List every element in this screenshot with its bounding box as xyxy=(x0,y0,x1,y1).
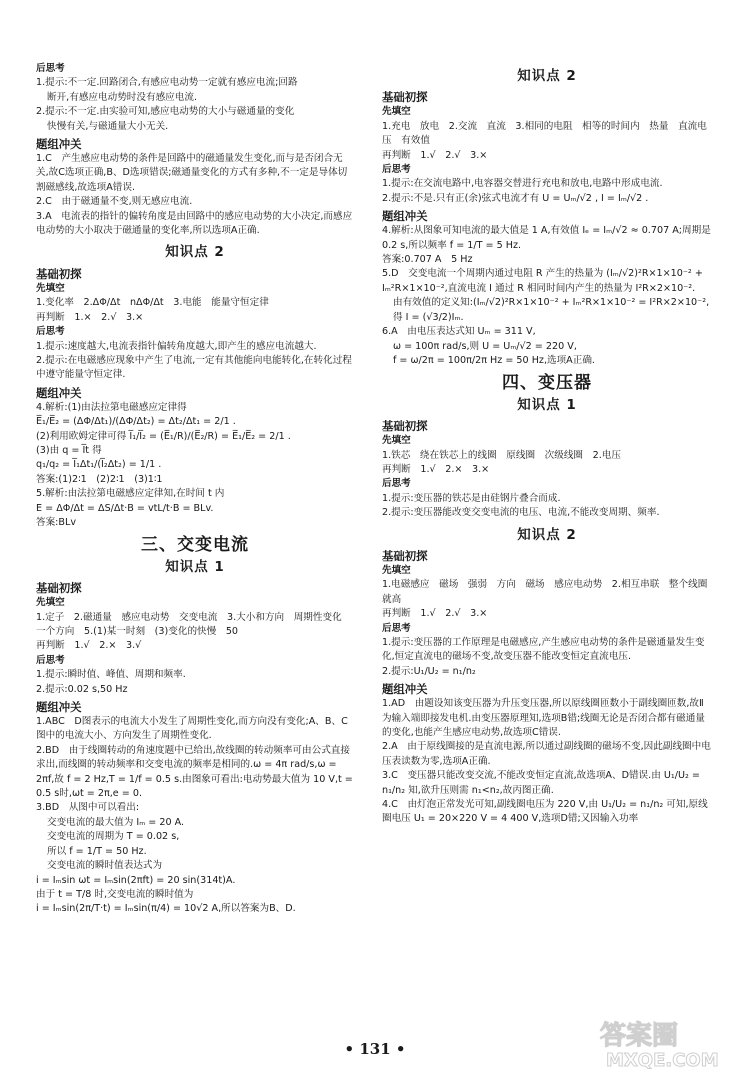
answer-line: 再判断 1.√ 2.√ 3.× xyxy=(382,149,488,161)
answer-line: 2.提示:不一定.由实验可知,感应电动势的大小与磁通量的变化 xyxy=(36,106,295,118)
section-heading: 题组冲关 xyxy=(36,385,82,400)
chapter-title: 四、变压器 xyxy=(502,373,592,394)
answer-line-indented: 断开,有感应电动势时没有感应电流. xyxy=(47,91,198,103)
answer-line: 1.提示:变压器的铁芯是由硅钢片叠合而成. xyxy=(382,492,561,504)
answer-line: 答案:0.707 A 5 Hz xyxy=(382,254,473,266)
section-heading: 题组冲关 xyxy=(36,700,82,715)
chapter-title: 三、交变电流 xyxy=(141,535,249,556)
section-heading: 题组冲关 xyxy=(36,137,82,152)
subsection-label: 后思考 xyxy=(382,164,411,176)
answer-line: 2.提示:变压器能改变交变电流的电压、电流,不能改变周期、频率. xyxy=(382,507,660,519)
answer-line: 1.铁芯 绕在铁芯上的线圈 原线圈 次级线圈 2.电压 xyxy=(382,449,621,461)
svg-text:MXQE.COM: MXQE.COM xyxy=(606,1050,719,1071)
subsection-label: 先填空 xyxy=(382,435,411,447)
answer-line: i = Iₘsin ωt = Iₘsin(2πft) = 20 sin(314t)A. xyxy=(36,874,236,886)
answer-line: 再判断 1.× 2.√ 3.× xyxy=(36,311,144,323)
section-heading: 基础初探 xyxy=(382,548,428,563)
answer-line: 5.解析:由法拉第电磁感应定律知,在时间 t 内 xyxy=(36,488,225,500)
answer-line: 1.定子 2.磁通量 感应电动势 交变电流 3.大小和方向 周期性变化 一个方向 5.(1)某一时刻 (3)变化的快慢 50 xyxy=(36,611,352,637)
answer-line: 由于 t = T/8 时,交变电流的瞬时值为 xyxy=(36,888,194,900)
answer-line: 6.A 由电压表达式知 Uₘ = 311 V, xyxy=(382,326,536,338)
answer-line: 再判断 1.√ 2.× 3.× xyxy=(382,463,490,475)
answer-line: 1.提示:速度越大,电流表指针偏转角度越大,即产生的感应电流越大. xyxy=(36,340,317,352)
subsection-label: 先填空 xyxy=(36,597,65,609)
knowledge-point-heading: 知识点 1 xyxy=(517,396,577,413)
answer-line: 3.A 电流表的指针的偏转角度是由回路中的感应电动势的大小决定,而感应电动势的大小取决于磁通量的变化率,所以选项A正确. xyxy=(36,210,353,237)
answer-line: 3.C 变压器只能改变交流,不能改变恒定直流,故选项A、D错误.由 U₁/U₂ = n₁/n₂ 知,欲升压则需 n₁<n₂,故丙图正确. xyxy=(382,770,700,796)
answer-line: 1.充电 放电 2.交流 直流 3.相同的电阻 相等的时间内 热量 直流电压 有效值 xyxy=(382,120,707,147)
answer-line: 1.C 产生感应电动势的条件是回路中的磁通量发生变化,而与是否闭合无关,故C选项正确,B、D选项错误;磁通量变化的方式有多种,不一定是导体切割磁感线,故选项A错误. xyxy=(36,153,348,193)
knowledge-point-heading: 知识点 2 xyxy=(517,68,577,84)
answer-line: 4.解析:(1)由法拉第电磁感应定律得 xyxy=(36,401,187,413)
subsection-label: 后思考 xyxy=(36,654,65,666)
section-heading: 基础初探 xyxy=(36,581,82,596)
answer-line: 1.提示:变压器的工作原理是电磁感应,产生感应电动势的条件是磁通量发生变化,恒定直流电的磁场不变,故变压器不能改变恒定直流电压. xyxy=(382,637,705,663)
answer-line-indented: 快慢有关,与磁通量大小无关. xyxy=(47,120,169,132)
answer-line: 2.提示:U₁/U₂ = n₁/n₂ xyxy=(382,665,476,677)
knowledge-point-heading: 知识点 2 xyxy=(517,526,577,543)
page-number: • 131 • xyxy=(344,1040,406,1058)
subsection-label: 后思考 xyxy=(382,478,411,490)
answer-line-indented: 由有效值的定义知:(Iₘ/√2)²R×1×10⁻² + Iₘ²R×1×10⁻² = I²R×2×10⁻²,得 I = (√3/2)Iₘ. xyxy=(393,297,710,323)
answer-line: 2.BD 由于线圈转动的角速度题中已给出,故线圈的转动频率可由公式直接求出,而线圈的转动频率和交变电流的频率是相同的.ω = 4π rad/s,ω = 2πf,故 f = 2 Hz,T = 1/f = 0.5 s.由图象可看出:电动势最大值为 10 V,t = 0.5 s时,ωt = 2π,e = 0. xyxy=(36,744,353,800)
section-heading: 题组冲关 xyxy=(382,682,428,697)
subsection-label: 后思考 xyxy=(36,63,65,74)
answer-line-indented: 交变电流的瞬时值表达式为 xyxy=(47,860,163,872)
answer-line: 3.BD 从图中可以看出: xyxy=(36,802,140,814)
svg-text:答案圈: 答案圈 xyxy=(600,1021,679,1051)
answer-line: 再判断 1.√ 2.× 3.√ xyxy=(36,640,142,652)
subsection-label: 后思考 xyxy=(36,326,65,338)
answer-line: 答案:(1)2∶1 (2)2∶1 (3)1∶1 xyxy=(36,473,163,485)
subsection-label: 后思考 xyxy=(382,622,411,634)
watermark-logo-icon xyxy=(592,1014,732,1072)
answer-line: (2)利用欧姆定律可得 I̅₁/I̅₂ = (E̅₁/R)/(E̅₂/R) = E̅₁/E̅₂ = 2/1 . xyxy=(36,430,291,442)
answer-line: (3)由 q = I̅t 得 xyxy=(36,444,102,456)
knowledge-point-heading: 知识点 2 xyxy=(165,244,225,261)
answer-line: 5.D 交变电流一个周期内通过电阻 R 产生的热量为 (Iₘ/√2)²R×1×10⁻² + Iₘ²R×1×10⁻²,直流电流 I 通过 R 相同时间内产生的热量为 I²R×2×10⁻². xyxy=(382,268,703,294)
answer-line-indented: 所以 f = 1/T = 50 Hz. xyxy=(47,845,147,857)
answer-line: 2.提示:不是.只有正(余)弦式电流才有 U = Uₘ/√2 , I = Iₘ/√2 . xyxy=(382,192,649,204)
answer-line-indented: f = ω/2π = 100π/2π Hz = 50 Hz,选项A正确. xyxy=(393,354,595,366)
answer-line: 2.A 由于原线圈接的是直流电源,所以通过副线圈的磁场不变,因此副线圈中电压表读数为零,选项A正确. xyxy=(382,741,711,767)
subsection-label: 先填空 xyxy=(382,564,411,576)
answer-line: 4.解析:从图象可知电流的最大值是 1 A,有效值 Iₑ = Iₘ/√2 ≈ 0.707 A;周期是 0.2 s,所以频率 f = 1/T = 5 Hz. xyxy=(382,225,711,251)
answer-line: 2.提示:在电磁感应现象中产生了电流,一定有其他能向电能转化,在转化过程中遵守能量守恒定律. xyxy=(36,354,352,381)
answer-line: 1.提示:在交流电路中,电容器交替进行充电和放电,电路中形成电流. xyxy=(382,178,663,190)
answer-line: 1.AD 由题设知该变压器为升压变压器,所以原线圈匝数小于副线圈匝数,故Ⅱ为输入端即接发电机.由变压器原理知,选项B错;线圈无论是否闭合都有磁通量的变化,也能产生感应电动势,故选项C错误. xyxy=(382,698,705,739)
answer-line: q₁/q₂ = I̅₁Δt₁/(I̅₂Δt₂) = 1/1 . xyxy=(36,459,162,471)
section-heading: 题组冲关 xyxy=(382,209,428,224)
answer-line: 1.提示:瞬时值、峰值、周期和频率. xyxy=(36,669,186,681)
subsection-label: 先填空 xyxy=(382,106,411,118)
answer-line: 4.C 由灯泡正常发光可知,副线圈电压为 220 V,由 U₁/U₂ = n₁/n₂ 可知,原线圈电压 U₁ = 20×220 V = 4 400 V,选项D错;又因输入功率 xyxy=(382,799,708,825)
answer-line: 2.C 由于磁通量不变,则无感应电流. xyxy=(36,196,193,208)
answer-line: i = Iₘsin(2π/T·t) = Iₘsin(π/4) = 10√2 A,所以答案为B、D. xyxy=(36,903,296,915)
section-heading: 基础初探 xyxy=(36,266,82,281)
subsection-label: 先填空 xyxy=(36,282,65,294)
answer-line: 1.电磁感应 磁场 强弱 方向 磁场 感应电动势 2.相互串联 整个线圈 就高 xyxy=(382,579,717,605)
answer-line: 1.提示:不一定.回路闭合,有感应电动势一定就有感应电流;回路 xyxy=(36,77,298,89)
answer-line: 1.变化率 2.ΔΦ/Δt nΔΦ/Δt 3.电能 能量守恒定律 xyxy=(36,297,269,309)
answer-line: E = ΔΦ/Δt = ΔS/Δt·B = vtL/t·B = BLv. xyxy=(36,502,214,514)
answer-line: 再判断 1.√ 2.√ 3.× xyxy=(382,608,488,620)
answer-line: 2.提示:0.02 s,50 Hz xyxy=(36,683,128,695)
answer-line: 1.ABC D图表示的电流大小发生了周期性变化,而方向没有变化;A、B、C图中的电流大小、方向发生了周期性变化. xyxy=(36,716,348,742)
answer-line-indented: 交变电流的最大值为 Iₘ = 20 A. xyxy=(47,816,185,828)
section-heading: 基础初探 xyxy=(382,419,428,434)
right-column xyxy=(382,62,717,827)
left-column xyxy=(36,62,354,917)
answer-line: 答案:BLv xyxy=(36,516,77,528)
answer-line-indented: 交变电流的周期为 T = 0.02 s, xyxy=(47,831,180,843)
section-heading: 基础初探 xyxy=(382,90,428,105)
answer-line: E̅₁/E̅₂ = (ΔΦ/Δt₁)/(ΔΦ/Δt₂) = Δt₂/Δt₁ = 2/1 . xyxy=(36,416,236,428)
answer-line-indented: ω = 100π rad/s,则 U = Uₘ/√2 = 220 V, xyxy=(393,340,577,352)
knowledge-point-heading: 知识点 1 xyxy=(165,558,225,575)
